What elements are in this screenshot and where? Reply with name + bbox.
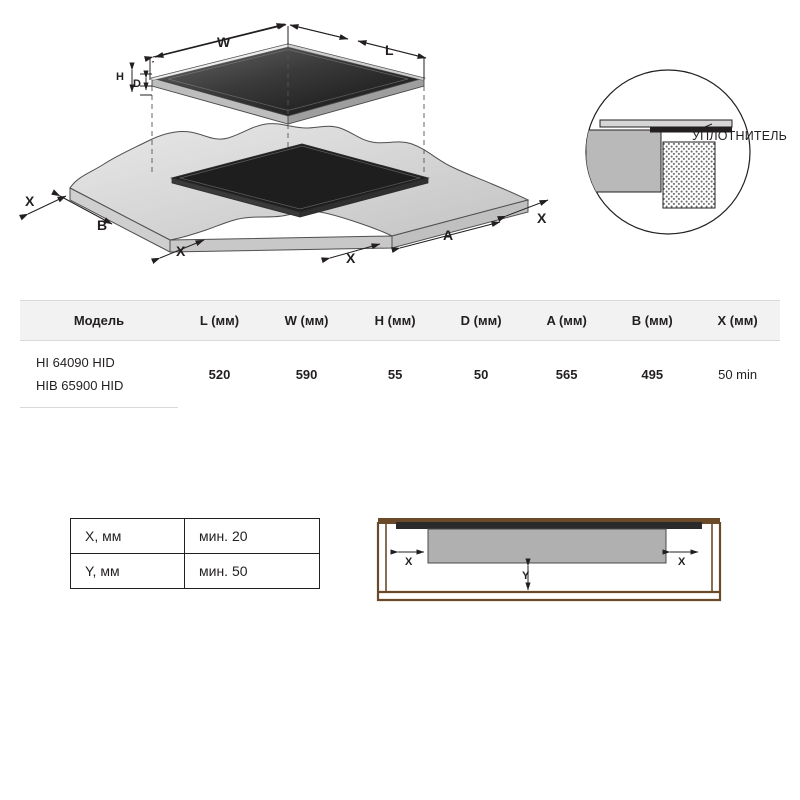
section-label-y: Y [522,570,530,582]
header-a: A (мм) [524,301,609,341]
label-x-right: X [537,210,547,226]
seal-callout-label: УПЛОТНИТЕЛЬ [692,129,788,143]
cell-y-value: мин. 50 [185,554,320,589]
label-d: D [133,78,141,90]
cell-d: 50 [473,366,489,382]
cell-model-2: HIB 65900 HID [20,374,178,408]
label-b: B [97,217,108,233]
header-x: X (мм) [695,301,780,341]
cell-model-1: HI 64090 HID [36,355,115,370]
cell-l: 520 [208,366,231,382]
seal-detail-callout [586,70,750,234]
header-b: B (мм) [609,301,695,341]
label-x-bottom-left: X [176,243,186,259]
cell-a: 565 [555,366,578,382]
table-row [20,341,780,375]
table-row [71,554,320,589]
header-model: Модель [20,301,178,341]
label-x-bottom-middle: X [346,250,356,266]
label-l: L [385,42,394,58]
clearance-table [70,518,320,589]
cell-b: 495 [641,366,664,382]
cell-x-label: X, мм [71,519,185,554]
label-w: W [217,34,231,50]
header-l: L (мм) [178,301,261,341]
section-label-x-left: X [405,556,413,568]
dimension-table [20,300,780,408]
cell-h: 55 [387,366,403,382]
header-d: D (мм) [438,301,524,341]
cell-w: 590 [295,366,318,382]
section-view [378,518,720,600]
label-h: H [116,71,124,83]
cell-x: 50 min [718,366,758,382]
section-label-x-right: X [678,556,686,568]
label-x-left: X [25,193,35,209]
header-h: H (мм) [352,301,438,341]
table-row [71,519,320,554]
label-a: A [443,227,454,243]
cell-y-label: Y, мм [71,554,185,589]
cell-x-value: мин. 20 [185,519,320,554]
table-header-row [20,301,780,341]
header-w: W (мм) [261,301,352,341]
